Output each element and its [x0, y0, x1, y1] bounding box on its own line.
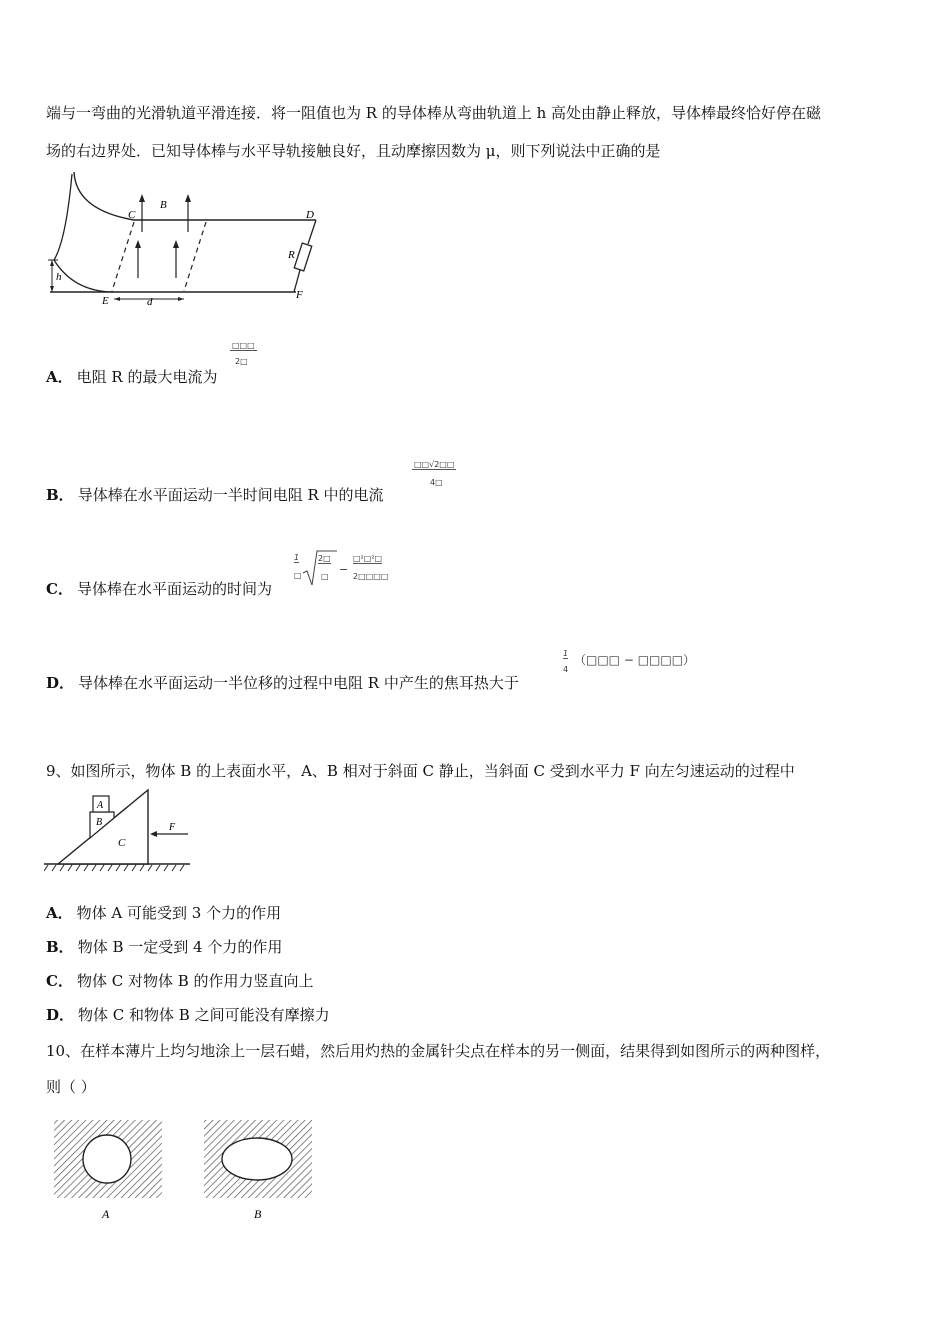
formula-d-3: （□□□ − □□□□） [574, 653, 696, 667]
label-D: D [306, 209, 314, 221]
q8-stem-line2: 场的右边界处．已知导体棒与水平导轨接触良好，且动摩擦因数为 μ，则下列说法中正确的是 [46, 142, 661, 160]
q8-option-b[interactable] [46, 484, 384, 505]
label-B: B [160, 199, 167, 211]
q9-option-c[interactable] [46, 970, 314, 991]
option-text: 电阻 R 的最大电流为 [76, 368, 218, 386]
melt-circle-A [83, 1135, 131, 1183]
formula-a-top: □□□ [232, 341, 255, 350]
q10-stem-line1: 10、在样本薄片上均匀地涂上一层石蜡，然后用灼热的金属针尖点在样本的另一侧面，结果得到如图所示的两种图样， [46, 1042, 831, 1060]
formula-c-4: □ [321, 572, 329, 581]
minus-sign: − [339, 563, 349, 576]
label-E: E [102, 295, 109, 307]
label-B: B [254, 1207, 262, 1221]
melt-ellipse-B [222, 1138, 292, 1180]
resistor [294, 243, 312, 271]
formula-a-bottom: 2□ [235, 357, 248, 366]
curved-track-bottom [54, 260, 114, 292]
q9-option-d[interactable] [46, 1004, 330, 1025]
q8-stem-line1: 端与一弯曲的光滑轨道平滑连接．将一阻值也为 R 的导体棒从弯曲轨道上 h 高处由静止释放，导体棒最终恰好停在磁 [46, 104, 822, 122]
option-letter: B． [46, 486, 74, 504]
option-text: 导体棒在水平面运动的时间为 [76, 580, 272, 598]
option-text: 导体棒在水平面运动一半时间电阻 R 中的电流 [77, 486, 384, 504]
option-text: 物体 B 一定受到 4 个力的作用 [77, 938, 283, 956]
label-F: F [296, 289, 303, 301]
option-letter: A． [46, 904, 73, 922]
label-A: A [97, 800, 104, 811]
option-letter: D． [46, 674, 75, 692]
curved-track [74, 172, 316, 220]
option-text: 物体 C 和物体 B 之间可能没有摩擦力 [78, 1006, 330, 1024]
q8-option-c[interactable] [46, 578, 272, 599]
formula-c-6: 2□□□□ [353, 572, 389, 581]
option-letter: C． [46, 972, 73, 990]
q8-option-a[interactable] [46, 366, 217, 387]
option-letter: A． [46, 368, 73, 386]
option-letter: C． [46, 580, 73, 598]
label-F: F [169, 822, 176, 833]
label-C: C [128, 209, 136, 221]
label-d: d [147, 296, 153, 308]
label-h: h [56, 271, 62, 283]
q9-incline-figure [44, 788, 194, 874]
q10-stem-line2: 则（ ） [46, 1078, 96, 1096]
label-C: C [118, 837, 126, 849]
formula-c-3: 2□ [318, 554, 331, 563]
curved-track-lower [54, 174, 72, 260]
q9-option-b[interactable] [46, 936, 282, 957]
option-letter: B． [46, 938, 74, 956]
formula-c-1: 1 [294, 553, 300, 562]
option-text: 物体 A 可能受到 3 个力的作用 [76, 904, 282, 922]
formula-d-2: 4 [563, 665, 569, 674]
q8-circuit-figure [44, 170, 344, 310]
q9-stem: 9、如图所示，物体 B 的上表面水平，A、B 相对于斜面 C 静止，当斜面 C 受到水平力 F 向左匀速运动的过程中 [46, 762, 795, 780]
formula-b-bottom: 4□ [430, 478, 443, 487]
formula-b-top: □□√2□□ [414, 460, 455, 469]
option-text: 导体棒在水平面运动一半位移的过程中电阻 R 中产生的焦耳热大于 [78, 674, 519, 692]
option-letter: D． [46, 1006, 75, 1024]
formula-c-2: □ [294, 571, 302, 580]
q10-wax-pattern-figure [52, 1118, 318, 1224]
formula-d-1: 1 [563, 649, 569, 658]
label-B: B [96, 817, 103, 828]
label-R: R [288, 249, 295, 261]
formula-c-5: □²□²□ [353, 554, 383, 563]
label-A: A [102, 1207, 110, 1221]
option-text: 物体 C 对物体 B 的作用力竖直向上 [76, 972, 314, 990]
q8-option-d[interactable] [46, 672, 519, 693]
q9-option-a[interactable] [46, 902, 281, 923]
